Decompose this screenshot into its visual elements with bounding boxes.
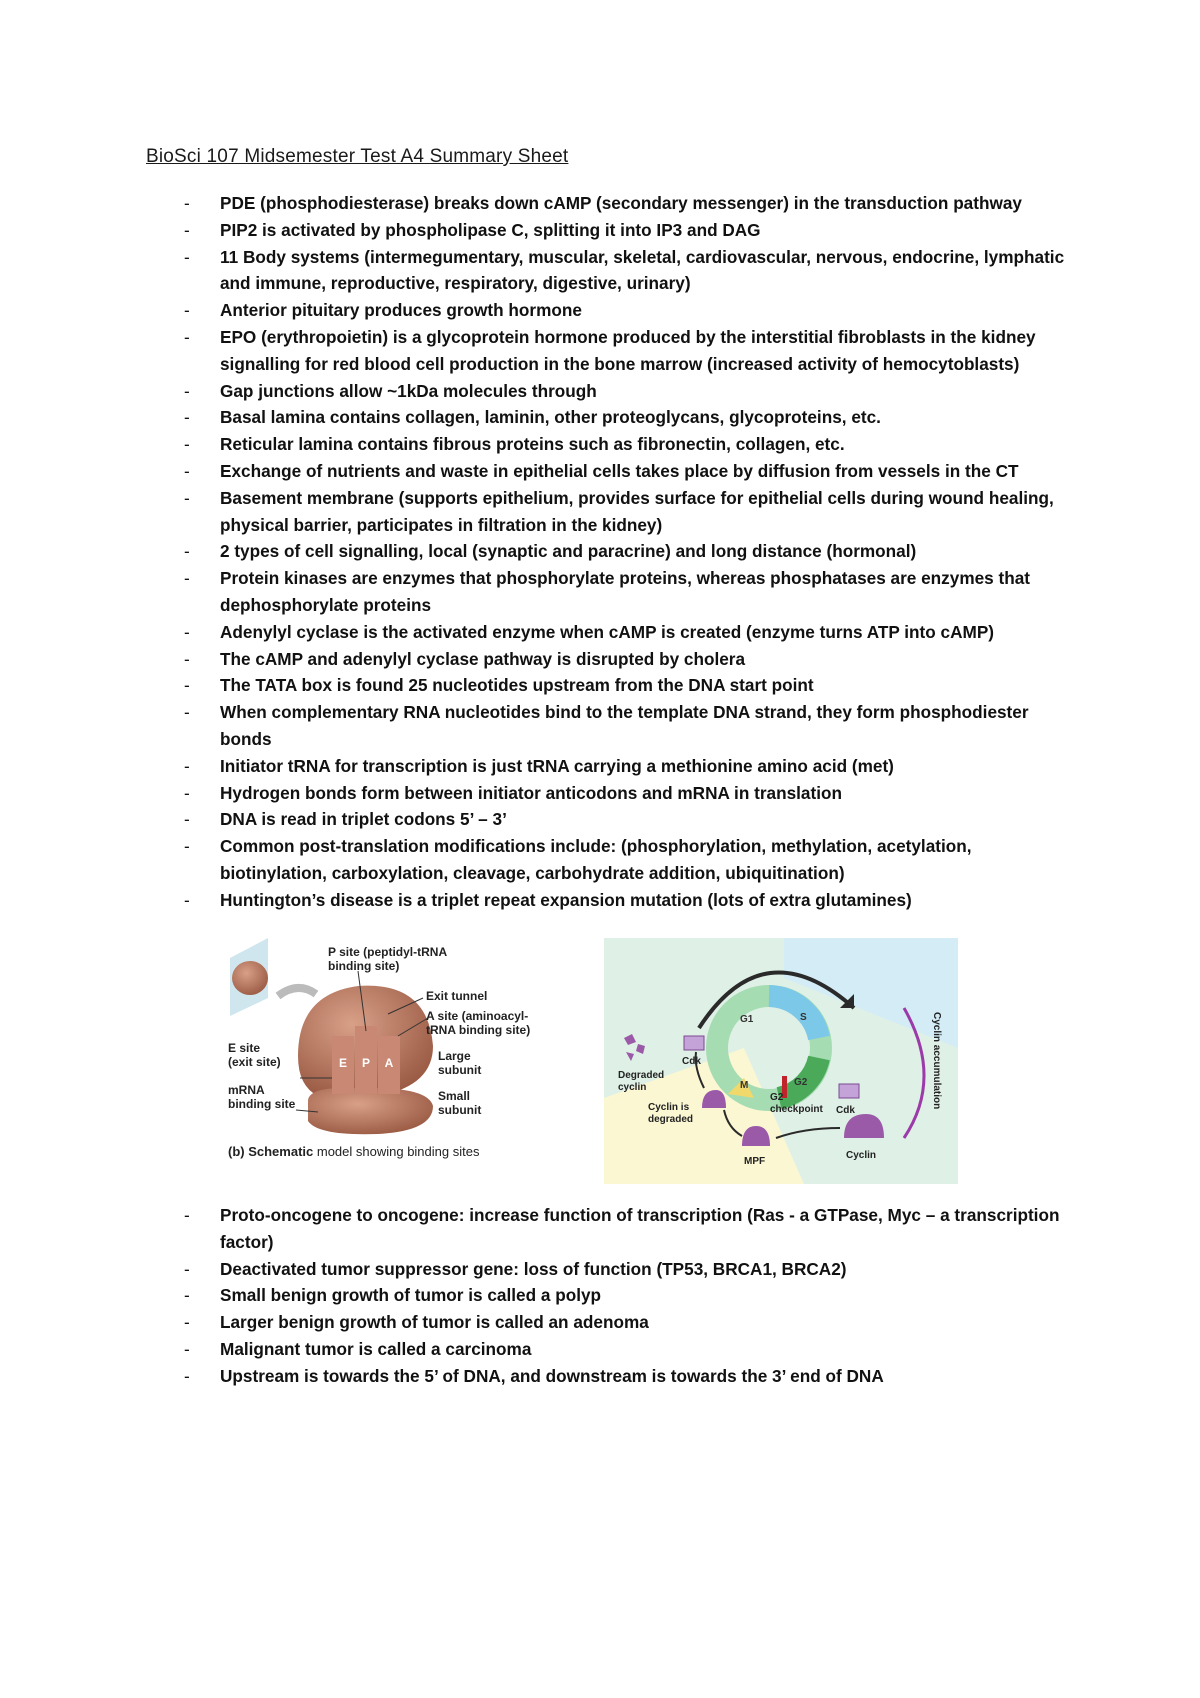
bullet-item: - Malignant tumor is called a carcinoma — [180, 1336, 1080, 1363]
bullet-item: - The TATA box is found 25 nucleotides upstream from the DNA start point — [180, 672, 1080, 699]
bullet-item: - Larger benign growth of tumor is called an adenoma — [180, 1309, 1080, 1336]
small-label: Small — [438, 1089, 471, 1103]
s-label: S — [800, 1012, 807, 1023]
arrow-icon — [278, 988, 316, 996]
bullet-item: - PDE (phosphodiesterase) breaks down cAMP (secondary messenger) in the transduction pathway — [180, 190, 1080, 217]
bullet-item: - PIP2 is activated by phospholipase C, splitting it into IP3 and DAG — [180, 217, 1080, 244]
cdk-right-label: Cdk — [836, 1105, 855, 1116]
summary-list-top — [180, 190, 1080, 914]
bullet-item: - Initiator tRNA for transcription is just tRNA carrying a methionine amino acid (met) — [180, 753, 1080, 780]
bullet-item: - 11 Body systems (intermegumentary, muscular, skeletal, cardiovascular, nervous, endocrine, lymphatic and immune, reproductive, respiratory, digestive, urinary) — [180, 244, 1080, 298]
bullet-item: - Huntington’s disease is a triplet repeat expansion mutation (lots of extra glutamines) — [180, 887, 1080, 914]
exit-tunnel-label: Exit tunnel — [426, 989, 488, 1003]
bullet-item: - Hydrogen bonds form between initiator anticodons and mRNA in translation — [180, 780, 1080, 807]
cell-cycle-diagram — [604, 938, 958, 1184]
p-site-label: P site (peptidyl-tRNA — [328, 945, 448, 959]
degraded-cyclin-label-2: cyclin — [618, 1082, 647, 1093]
small-label-2: subunit — [438, 1103, 482, 1117]
bullet-item: - Protein kinases are enzymes that phosphorylate proteins, whereas phosphatases are enzymes that dephosphorylate proteins — [180, 565, 1080, 619]
bullet-item: - The cAMP and adenylyl cyclase pathway is disrupted by cholera — [180, 646, 1080, 673]
p-slot-label: P — [361, 1056, 371, 1070]
bullet-item: - Adenylyl cyclase is the activated enzyme when cAMP is created (enzyme turns ATP into cAMP) — [180, 619, 1080, 646]
cdk-left-label: Cdk — [682, 1056, 701, 1067]
bullet-item: - EPO (erythropoietin) is a glycoprotein hormone produced by the interstitial fibroblasts in the kidney signalling for red blood cell production in the bone marrow (increased activity of hemocytoblasts) — [180, 324, 1080, 378]
e-site-label: E site — [228, 1041, 261, 1055]
a-site-label-2: tRNA binding site) — [426, 1023, 531, 1037]
bullet-item: - Upstream is towards the 5’ of DNA, and downstream is towards the 3’ end of DNA — [180, 1363, 1080, 1390]
page-title: BioSci 107 Midsemester Test A4 Summary Sheet — [146, 146, 569, 167]
cyclin-is-label: Cyclin is — [648, 1102, 690, 1113]
degraded-cyclin-label: Degraded — [618, 1070, 665, 1081]
bullet-item: - Small benign growth of tumor is called a polyp — [180, 1282, 1080, 1309]
bullet-item: - Anterior pituitary produces growth hormone — [180, 297, 1080, 324]
mrna-label-2: binding site — [228, 1097, 296, 1111]
mpf-label: MPF — [744, 1156, 766, 1167]
bullet-item: - Exchange of nutrients and waste in epithelial cells takes place by diffusion from vessels in the CT — [180, 458, 1080, 485]
g1-label: G1 — [740, 1014, 754, 1025]
cyclin-accumulation-label: Cyclin accumulation — [931, 1012, 942, 1110]
small-subunit-shape — [308, 1088, 433, 1134]
a-slot-label: A — [384, 1056, 394, 1070]
large-label: Large — [438, 1049, 471, 1063]
bullet-item: - Proto-oncogene to oncogene: increase function of transcription (Ras - a GTPase, Myc – a transcription factor) — [180, 1202, 1080, 1256]
degraded-label: degraded — [648, 1114, 694, 1125]
e-slot-label: E — [338, 1056, 348, 1070]
bullet-item: - DNA is read in triplet codons 5’ – 3’ — [180, 806, 1080, 833]
figure-caption: (b) Schematic model showing binding sites — [228, 1144, 480, 1159]
bullet-item: - 2 types of cell signalling, local (synaptic and paracrine) and long distance (hormonal) — [180, 538, 1080, 565]
g2-checkpoint-label: G2 — [770, 1092, 784, 1103]
bullet-item: - Basal lamina contains collagen, laminin, other proteoglycans, glycoproteins, etc. — [180, 404, 1080, 431]
e-site-label-2: (exit site) — [228, 1055, 281, 1069]
cyclin-label: Cyclin — [846, 1150, 877, 1161]
mrna-label: mRNA — [228, 1083, 265, 1097]
cdk-protein-right — [839, 1084, 859, 1098]
bullet-item: - Deactivated tumor suppressor gene: loss of function (TP53, BRCA1, BRCA2) — [180, 1256, 1080, 1283]
bullet-item: - Reticular lamina contains fibrous proteins such as fibronectin, collagen, etc. — [180, 431, 1080, 458]
g2-phase-label: G2 — [794, 1077, 808, 1088]
m-label: M — [740, 1080, 749, 1091]
bullet-item: - Common post-translation modifications include: (phosphorylation, methylation, acetylation, biotinylation, carboxylation, cleavage, carbohydrate addition, ubiquitination) — [180, 833, 1080, 887]
cdk-protein-left — [684, 1036, 704, 1050]
bullet-item: - Basement membrane (supports epithelium, provides surface for epithelial cells during wound healing, physical barrier, participates in filtration in the kidney) — [180, 485, 1080, 539]
bullet-item: - When complementary RNA nucleotides bind to the template DNA strand, they form phosphodiester bonds — [180, 699, 1080, 753]
large-label-2: subunit — [438, 1063, 482, 1077]
a-site-label: A site (aminoacyl- — [426, 1009, 529, 1023]
checkpoint-label: checkpoint — [770, 1104, 823, 1115]
summary-list-bottom — [180, 1202, 1080, 1390]
ribosome-figure — [228, 936, 558, 1176]
ribosome-diagram — [228, 936, 558, 1176]
inset-ribosome — [232, 961, 268, 995]
p-site-label-2: binding site) — [328, 959, 400, 973]
bullet-item: - Gap junctions allow ~1kDa molecules through — [180, 378, 1080, 405]
cell-cycle-figure — [604, 938, 958, 1184]
